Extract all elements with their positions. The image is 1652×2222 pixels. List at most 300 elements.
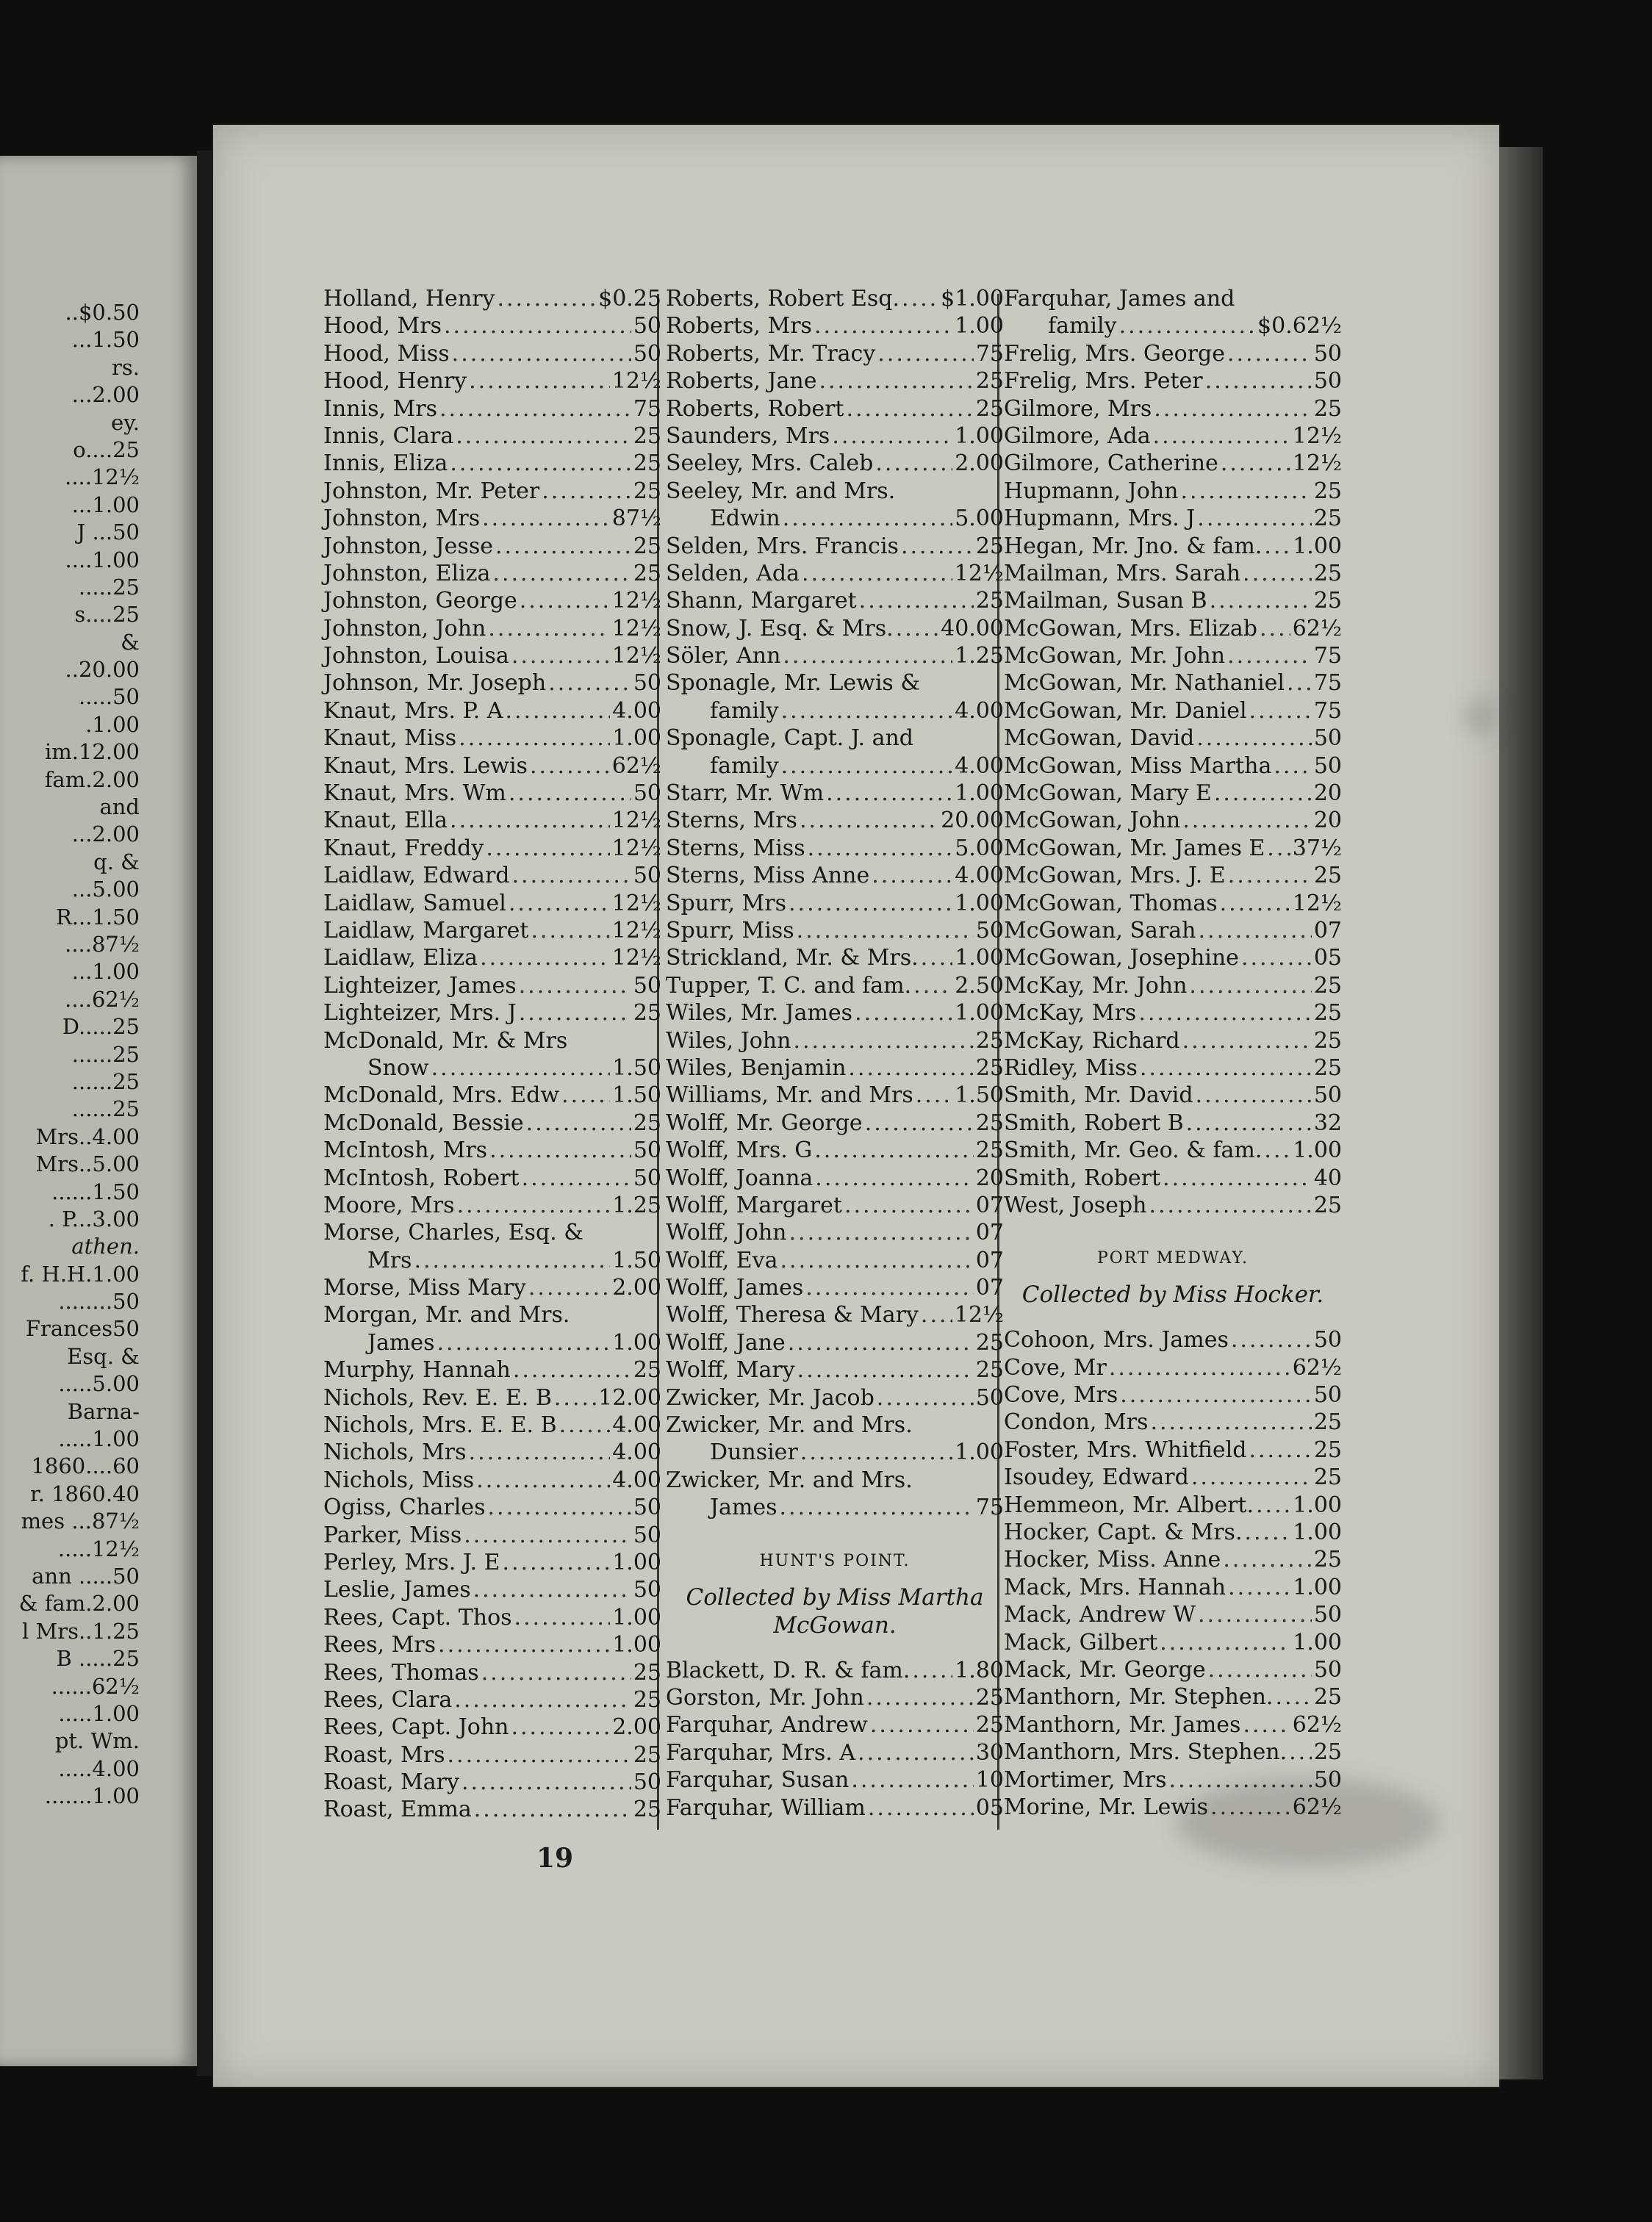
- leader-dots: [1119, 312, 1255, 339]
- entry-name: Wolff, Theresa & Mary: [666, 1302, 919, 1328]
- leader-dots: [1287, 669, 1312, 697]
- subscriber-entry: [323, 1247, 661, 1274]
- entry-name: Roast, Mary: [323, 1769, 459, 1796]
- subscriber-entry: [323, 944, 661, 971]
- entry-name: Foster, Mrs. Whitfield: [1004, 1437, 1247, 1463]
- subscriber-entry: [323, 972, 661, 999]
- entry-amount: 1.00: [612, 1632, 661, 1658]
- fragment-line: .....4.00: [58, 1755, 140, 1781]
- entry-amount: 12½: [611, 368, 661, 395]
- entry-amount: 50: [633, 670, 661, 697]
- page-edge: [1499, 147, 1543, 2079]
- leader-dots: [921, 944, 953, 971]
- subscriber-entry: [666, 450, 1004, 477]
- entry-name: Holland, Henry: [323, 286, 495, 312]
- subscriber-entry: [666, 285, 1004, 312]
- leader-dots: [522, 1165, 631, 1192]
- fragment-line: .......1.00: [44, 1783, 140, 1809]
- entry-name: Nichols, Rev. E. E. B: [323, 1384, 552, 1411]
- entry-name: Manthorn, Mrs. Stephen.: [1004, 1739, 1288, 1766]
- leader-dots: [519, 972, 631, 999]
- entry-name: Gilmore, Ada: [1004, 423, 1151, 449]
- entry-name: Morine, Mr. Lewis: [1004, 1794, 1209, 1820]
- entry-name: Manthorn, Mr. Stephen.: [1004, 1684, 1274, 1711]
- subscriber-entry: [323, 1137, 661, 1164]
- entry-amount: 62½: [611, 752, 661, 779]
- subscriber-entry: [323, 999, 661, 1026]
- leader-dots: [474, 1796, 631, 1823]
- entry-amount: 75: [975, 340, 1004, 367]
- entry-amount: $0.62½: [1257, 313, 1342, 339]
- entry-name: Zwicker, Mr. Jacob: [666, 1384, 875, 1411]
- entry-name: Laidlaw, Margaret: [323, 917, 529, 943]
- leader-dots: [520, 587, 610, 614]
- entry-amount: 50: [1313, 752, 1342, 779]
- entry-name: Isoudey, Edward: [1004, 1464, 1189, 1491]
- leader-dots: [497, 285, 596, 312]
- subscriber-entry: [666, 1794, 1004, 1822]
- leader-dots: [438, 1631, 610, 1658]
- leader-dots: [1243, 560, 1312, 587]
- entry-amount: 25: [1313, 1054, 1342, 1081]
- subscriber-entry: [666, 1384, 1004, 1412]
- entry-amount: 25: [975, 1329, 1004, 1356]
- leader-dots: [542, 478, 631, 505]
- entry-name: Rees, Clara: [323, 1686, 453, 1713]
- entry-name: McIntosh, Robert: [323, 1165, 520, 1191]
- leader-dots: [814, 1137, 974, 1164]
- entry-amount: 1.00: [955, 1000, 1004, 1026]
- fragment-line: ....62½: [65, 986, 140, 1012]
- entry-amount: 12½: [611, 808, 661, 834]
- entry-amount: 07: [975, 1275, 1004, 1301]
- entry-amount: 12½: [611, 945, 661, 971]
- leader-dots: [1180, 478, 1311, 505]
- entry-amount: 1.00: [955, 780, 1004, 807]
- entry-amount: 50: [1313, 1382, 1342, 1409]
- entry-amount: 1.00: [955, 890, 1004, 916]
- entry-amount: 12.00: [598, 1384, 661, 1411]
- entry-amount: $1.00: [941, 286, 1004, 312]
- entry-name-line: McDonald, Mr. & Mrs: [323, 1027, 568, 1054]
- leader-dots: [832, 423, 952, 450]
- entry-amount: 5.00: [955, 506, 1004, 532]
- subscriber-column-2: [666, 285, 1004, 1822]
- entry-name-continuation: Snow: [367, 1054, 429, 1081]
- subscriber-entry: [1004, 890, 1342, 917]
- leader-dots: [1198, 1601, 1312, 1628]
- section-spacer: [666, 1522, 1004, 1539]
- fragment-line: pt. Wm.: [54, 1728, 140, 1754]
- entry-amount: 1.80: [955, 1657, 1004, 1683]
- entry-name: Spurr, Mrs: [666, 890, 786, 916]
- leader-dots: [783, 642, 952, 669]
- fragment-line: Frances50: [25, 1316, 140, 1342]
- leader-dots: [462, 1769, 631, 1796]
- subscriber-entry: [323, 1549, 661, 1576]
- entry-amount: 1.00: [955, 423, 1004, 449]
- book-gutter: [197, 151, 213, 2076]
- leader-dots: [1227, 642, 1312, 669]
- section-heading: HUNT'S POINT.: [759, 1551, 911, 1570]
- leader-dots: [788, 1329, 974, 1356]
- entry-amount: 1.00: [612, 1549, 661, 1575]
- entry-name: Leslie, James: [323, 1577, 471, 1603]
- entry-name-continuation: James: [367, 1329, 435, 1356]
- leader-dots: [1249, 697, 1312, 725]
- entry-name: Gorston, Mr. John: [666, 1684, 864, 1711]
- entry-amount: 25: [633, 423, 661, 449]
- entry-name-line: Morse, Charles, Esq. &: [323, 1220, 583, 1246]
- entry-amount: 12½: [954, 1302, 1004, 1328]
- entry-name: Johnston, Mr. Peter: [323, 478, 540, 504]
- leader-dots: [844, 1192, 974, 1219]
- entry-name: McGowan, Mr. John: [1004, 643, 1226, 669]
- subscriber-entry: [1004, 1165, 1342, 1192]
- fragment-line: .....5.00: [58, 1371, 140, 1397]
- entry-amount: 50: [633, 1769, 661, 1796]
- entry-amount: 50: [1313, 1656, 1342, 1683]
- leader-dots: [865, 1110, 974, 1137]
- subscriber-entry: [666, 890, 1004, 917]
- entry-name: Selden, Ada: [666, 560, 800, 586]
- leader-dots: [1196, 725, 1312, 752]
- fragment-line: ...2.00: [71, 382, 140, 408]
- entry-amount: 25: [1313, 1464, 1342, 1491]
- subscriber-entry: [323, 1522, 661, 1549]
- subscriber-entry: [666, 1684, 1004, 1711]
- entry-name: Smith, Mr. Geo. & fam.: [1004, 1137, 1263, 1164]
- entry-amount: 05: [1313, 945, 1342, 971]
- leader-dots: [473, 1576, 631, 1603]
- fragment-line: ...1.00: [71, 492, 140, 517]
- leader-dots: [1160, 1629, 1290, 1656]
- subscriber-entry: [1004, 1381, 1342, 1409]
- entry-amount: 1.50: [955, 1082, 1004, 1109]
- leader-dots: [444, 312, 631, 339]
- entry-amount: 4.00: [612, 697, 661, 724]
- subscriber-entry: [323, 1356, 661, 1384]
- entry-name-line: Zwicker, Mr. and Mrs.: [666, 1412, 913, 1439]
- entry-name: Williams, Mr. and Mrs: [666, 1082, 913, 1109]
- entry-name: Rees, Mrs: [323, 1632, 437, 1658]
- entry-name: Farquhar, Mrs. A: [666, 1739, 856, 1766]
- entry-name: Mailman, Mrs. Sarah: [1004, 560, 1241, 586]
- entry-amount: 62½: [1292, 1711, 1342, 1738]
- entry-name: Lighteizer, Mrs. J: [323, 1000, 517, 1026]
- subscriber-entry: [323, 560, 661, 587]
- leader-dots: [1264, 533, 1290, 560]
- entry-name: Roberts, Mrs: [666, 313, 812, 339]
- collector-line: Collected by Miss Martha: [686, 1583, 984, 1611]
- entry-name: McIntosh, Mrs: [323, 1137, 488, 1164]
- entry-name: Mack, Gilbert: [1004, 1629, 1158, 1655]
- subscriber-entry: [323, 478, 661, 505]
- entry-amount: 25: [633, 1000, 661, 1026]
- subscriber-entry: [323, 1110, 661, 1137]
- subscriber-entry: [1004, 972, 1342, 999]
- fragment-line: ann .....50: [32, 1563, 140, 1589]
- entry-name: Wolff, Jane: [666, 1329, 786, 1356]
- subscriber-entry: [666, 862, 1004, 889]
- subscriber-entry: [1004, 1326, 1342, 1353]
- entry-amount: 1.00: [955, 313, 1004, 339]
- entry-amount: 25: [633, 1357, 661, 1384]
- leader-dots: [819, 367, 973, 395]
- subscriber-entry: [666, 505, 1004, 532]
- leader-dots: [469, 367, 610, 395]
- entry-name: Wiles, Benjamin: [666, 1054, 847, 1081]
- subscriber-entry: [1004, 1711, 1342, 1739]
- leader-dots: [1228, 1574, 1290, 1601]
- leader-dots: [554, 1384, 596, 1412]
- subscriber-entry: [323, 285, 661, 312]
- subscriber-entry: [666, 752, 1004, 780]
- leader-dots: [1223, 1546, 1312, 1573]
- entry-name: Snow, J. Esq. & Mrs.: [666, 615, 894, 641]
- stain: [1466, 698, 1495, 735]
- entry-name: Hupmann, John: [1004, 478, 1179, 504]
- leader-dots: [1150, 1409, 1311, 1436]
- subscriber-entry: [666, 835, 1004, 862]
- subscriber-entry: [323, 780, 661, 807]
- leader-dots: [1264, 1137, 1290, 1164]
- entry-amount: 25: [1313, 395, 1342, 422]
- leader-dots: [1138, 999, 1312, 1026]
- fragment-line: Barna-: [67, 1398, 140, 1424]
- fragment-line: ......25: [71, 1096, 140, 1122]
- subscriber-entry: [666, 560, 1004, 587]
- subscriber-entry: [1004, 478, 1342, 505]
- fragment-line: ......25: [71, 1041, 140, 1067]
- subscriber-entry: [323, 862, 661, 889]
- subscriber-entry: [1004, 1546, 1342, 1573]
- entry-amount: 50: [975, 917, 1004, 943]
- entry-amount: $0.25: [598, 286, 661, 312]
- subscriber-entry: [323, 505, 661, 532]
- entry-name: Moore, Mrs: [323, 1192, 455, 1218]
- entry-amount: 2.00: [612, 1714, 661, 1741]
- subscriber-entry: [323, 1769, 661, 1796]
- entry-name: Selden, Mrs. Francis: [666, 533, 899, 559]
- entry-amount: 12½: [1292, 890, 1342, 916]
- leader-dots: [437, 1329, 611, 1356]
- leader-dots: [1244, 1519, 1290, 1546]
- entry-name: McGowan, Mrs. Elizab: [1004, 615, 1258, 641]
- leader-dots: [797, 917, 974, 944]
- entry-amount: 25: [975, 1110, 1004, 1136]
- entry-amount: 4.00: [612, 1412, 661, 1439]
- subscriber-entry: [1004, 1437, 1342, 1464]
- subscriber-entry: [666, 1137, 1004, 1164]
- leader-dots: [452, 340, 631, 367]
- leader-dots: [1163, 1165, 1312, 1192]
- fragment-line: ...5.00: [71, 877, 140, 902]
- fragment-line: ..20.00: [65, 657, 140, 683]
- subscriber-entry: [666, 1247, 1004, 1274]
- subscriber-entry: [1004, 725, 1342, 752]
- entry-name: Knaut, Mrs. Wm: [323, 780, 506, 807]
- entry-name: Farquhar, William: [666, 1794, 866, 1821]
- entry-name: McGowan, Mr. Daniel: [1004, 697, 1247, 724]
- previous-page-fragment: [0, 156, 197, 2066]
- fragment-line: ..$0.50: [65, 300, 140, 325]
- entry-name: Farquhar, Susan: [666, 1767, 850, 1794]
- entry-name: Wolff, Mr. George: [666, 1110, 863, 1136]
- fragment-line: rs.: [112, 354, 140, 380]
- fragment-line: &: [121, 629, 140, 655]
- leader-dots: [875, 450, 952, 477]
- entry-name: Roberts, Jane: [666, 368, 817, 395]
- entry-amount: 25: [633, 450, 661, 477]
- leader-dots: [512, 862, 631, 889]
- entry-name: McGowan, Miss Martha: [1004, 752, 1272, 779]
- entry-name: Sterns, Miss: [666, 835, 805, 861]
- leader-dots: [1256, 1492, 1290, 1519]
- entry-amount: 2.50: [955, 972, 1004, 999]
- subscriber-entry: [323, 367, 661, 395]
- entry-name: Hood, Miss: [323, 340, 450, 367]
- entry-amount: 12½: [611, 615, 661, 641]
- entry-amount: 50: [633, 863, 661, 889]
- entry-name: Nichols, Mrs: [323, 1439, 467, 1466]
- leader-dots: [1191, 1464, 1312, 1491]
- fragment-line: s....25: [74, 602, 140, 628]
- entry-name: Mack, Mrs. Hannah: [1004, 1574, 1227, 1600]
- entry-amount: 12½: [611, 917, 661, 943]
- entry-amount: 25: [1313, 478, 1342, 504]
- entry-name: Söler, Ann: [666, 643, 781, 669]
- subscriber-entry: [323, 395, 661, 423]
- entry-amount: 07: [975, 1220, 1004, 1246]
- entry-amount: 75: [1313, 670, 1342, 697]
- entry-amount: 25: [1313, 1409, 1342, 1436]
- leader-dots: [1260, 615, 1290, 642]
- entry-name: Wiles, John: [666, 1027, 791, 1054]
- entry-amount: 50: [633, 1577, 661, 1603]
- entry-name: McGowan, Sarah: [1004, 917, 1196, 943]
- entry-name: Hood, Henry: [323, 368, 467, 395]
- subscriber-entry: [1004, 917, 1342, 944]
- leader-dots: [1169, 1766, 1312, 1794]
- subscriber-entry: [1004, 752, 1342, 780]
- fragment-line: fam.2.00: [44, 766, 140, 792]
- subscriber-entry: [666, 1739, 1004, 1766]
- subscriber-entry: [666, 1082, 1004, 1109]
- entry-name: Hocker, Capt. & Mrs.: [1004, 1520, 1243, 1546]
- fragment-line: ...1.50: [71, 327, 140, 353]
- entry-amount: 75: [633, 395, 661, 422]
- subscriber-entry: [323, 1741, 661, 1769]
- entry-name: Seeley, Mrs. Caleb: [666, 450, 874, 477]
- entry-name: McGowan, Mr. James E: [1004, 835, 1265, 861]
- leader-dots: [469, 1439, 611, 1466]
- subscriber-entry: [323, 1494, 661, 1521]
- leader-dots: [1214, 780, 1312, 807]
- entry-amount: 25: [633, 560, 661, 586]
- entry-name: Nichols, Miss: [323, 1467, 475, 1493]
- entry-amount: 1.00: [1293, 1492, 1342, 1518]
- entry-amount: 1.00: [1293, 1520, 1342, 1546]
- subscriber-entry: [666, 944, 1004, 971]
- subscriber-entry: [1004, 1683, 1342, 1711]
- fragment-line: ....12½: [65, 464, 140, 490]
- subscriber-entry: [323, 312, 661, 339]
- subscriber-entry: [666, 1219, 1004, 1246]
- fragment-line: R...1.50: [55, 904, 140, 930]
- entry-name-continuation: Dunsier: [710, 1439, 798, 1466]
- entry-amount: 25: [975, 1137, 1004, 1164]
- entry-amount: 75: [1313, 697, 1342, 724]
- entry-amount: 4.00: [955, 697, 1004, 724]
- leader-dots: [495, 533, 631, 560]
- entry-amount: 37½: [1292, 835, 1342, 861]
- subscriber-entry: [323, 1659, 661, 1686]
- fragment-line: .....25: [79, 574, 140, 600]
- leader-dots: [1199, 917, 1312, 944]
- entry-name: Johnston, Louisa: [323, 643, 509, 669]
- fragment-line: .....50: [79, 684, 140, 710]
- subscriber-entry: [323, 1329, 661, 1356]
- fragment-line: and: [99, 794, 140, 820]
- fragment-line: .....1.00: [58, 1700, 140, 1726]
- leader-dots: [1249, 1437, 1311, 1464]
- fragment-line: Mrs..5.00: [35, 1151, 140, 1177]
- fragment-line: l Mrs..1.25: [22, 1618, 140, 1644]
- entry-name: McGowan, Mary E: [1004, 780, 1212, 807]
- subscriber-entry: [1004, 999, 1342, 1026]
- leader-dots: [1274, 752, 1311, 780]
- fragment-line: ......1.50: [51, 1179, 140, 1204]
- entry-name: McDonald, Mrs. Edw: [323, 1082, 560, 1109]
- subscriber-entry: [666, 642, 1004, 669]
- entry-amount: 25: [633, 1110, 661, 1136]
- subscriber-entry: [666, 1494, 1004, 1521]
- entry-amount: 07: [975, 1247, 1004, 1273]
- entry-amount: 50: [1313, 1602, 1342, 1628]
- subscriber-entry: [1004, 807, 1342, 834]
- entry-amount: 50: [633, 1137, 661, 1164]
- entry-name: Johnston, Eliza: [323, 560, 491, 586]
- entry-name: Knaut, Freddy: [323, 835, 484, 861]
- subscriber-entry: [323, 1467, 661, 1494]
- entry-amount: 25: [975, 1684, 1004, 1711]
- entry-amount: 50: [633, 1522, 661, 1548]
- entry-amount: 25: [1313, 1739, 1342, 1766]
- entry-name: Ridley, Miss: [1004, 1054, 1138, 1081]
- entry-amount: 25: [633, 1659, 661, 1686]
- entry-amount: 50: [633, 780, 661, 807]
- leader-dots: [1210, 1794, 1290, 1821]
- entry-name: Rees, Capt. John: [323, 1714, 509, 1741]
- leader-dots: [481, 1659, 631, 1686]
- subscriber-entry: [1004, 1082, 1342, 1109]
- subscriber-entry: [666, 917, 1004, 944]
- leader-dots: [526, 1110, 631, 1137]
- leader-dots: [559, 1412, 611, 1439]
- leader-dots: [1243, 1711, 1290, 1739]
- leader-dots: [489, 1137, 631, 1164]
- entry-name: Nichols, Mrs. E. E. B: [323, 1412, 557, 1439]
- leader-dots: [783, 505, 953, 532]
- leader-dots: [414, 1247, 610, 1274]
- leader-dots: [793, 1027, 973, 1054]
- entry-name: Sterns, Mrs: [666, 808, 797, 834]
- entry-amount: 25: [1313, 588, 1342, 614]
- leader-dots: [448, 1741, 631, 1769]
- entry-name-continuation: Edwin: [710, 506, 780, 532]
- fragment-line: D.....25: [62, 1014, 140, 1040]
